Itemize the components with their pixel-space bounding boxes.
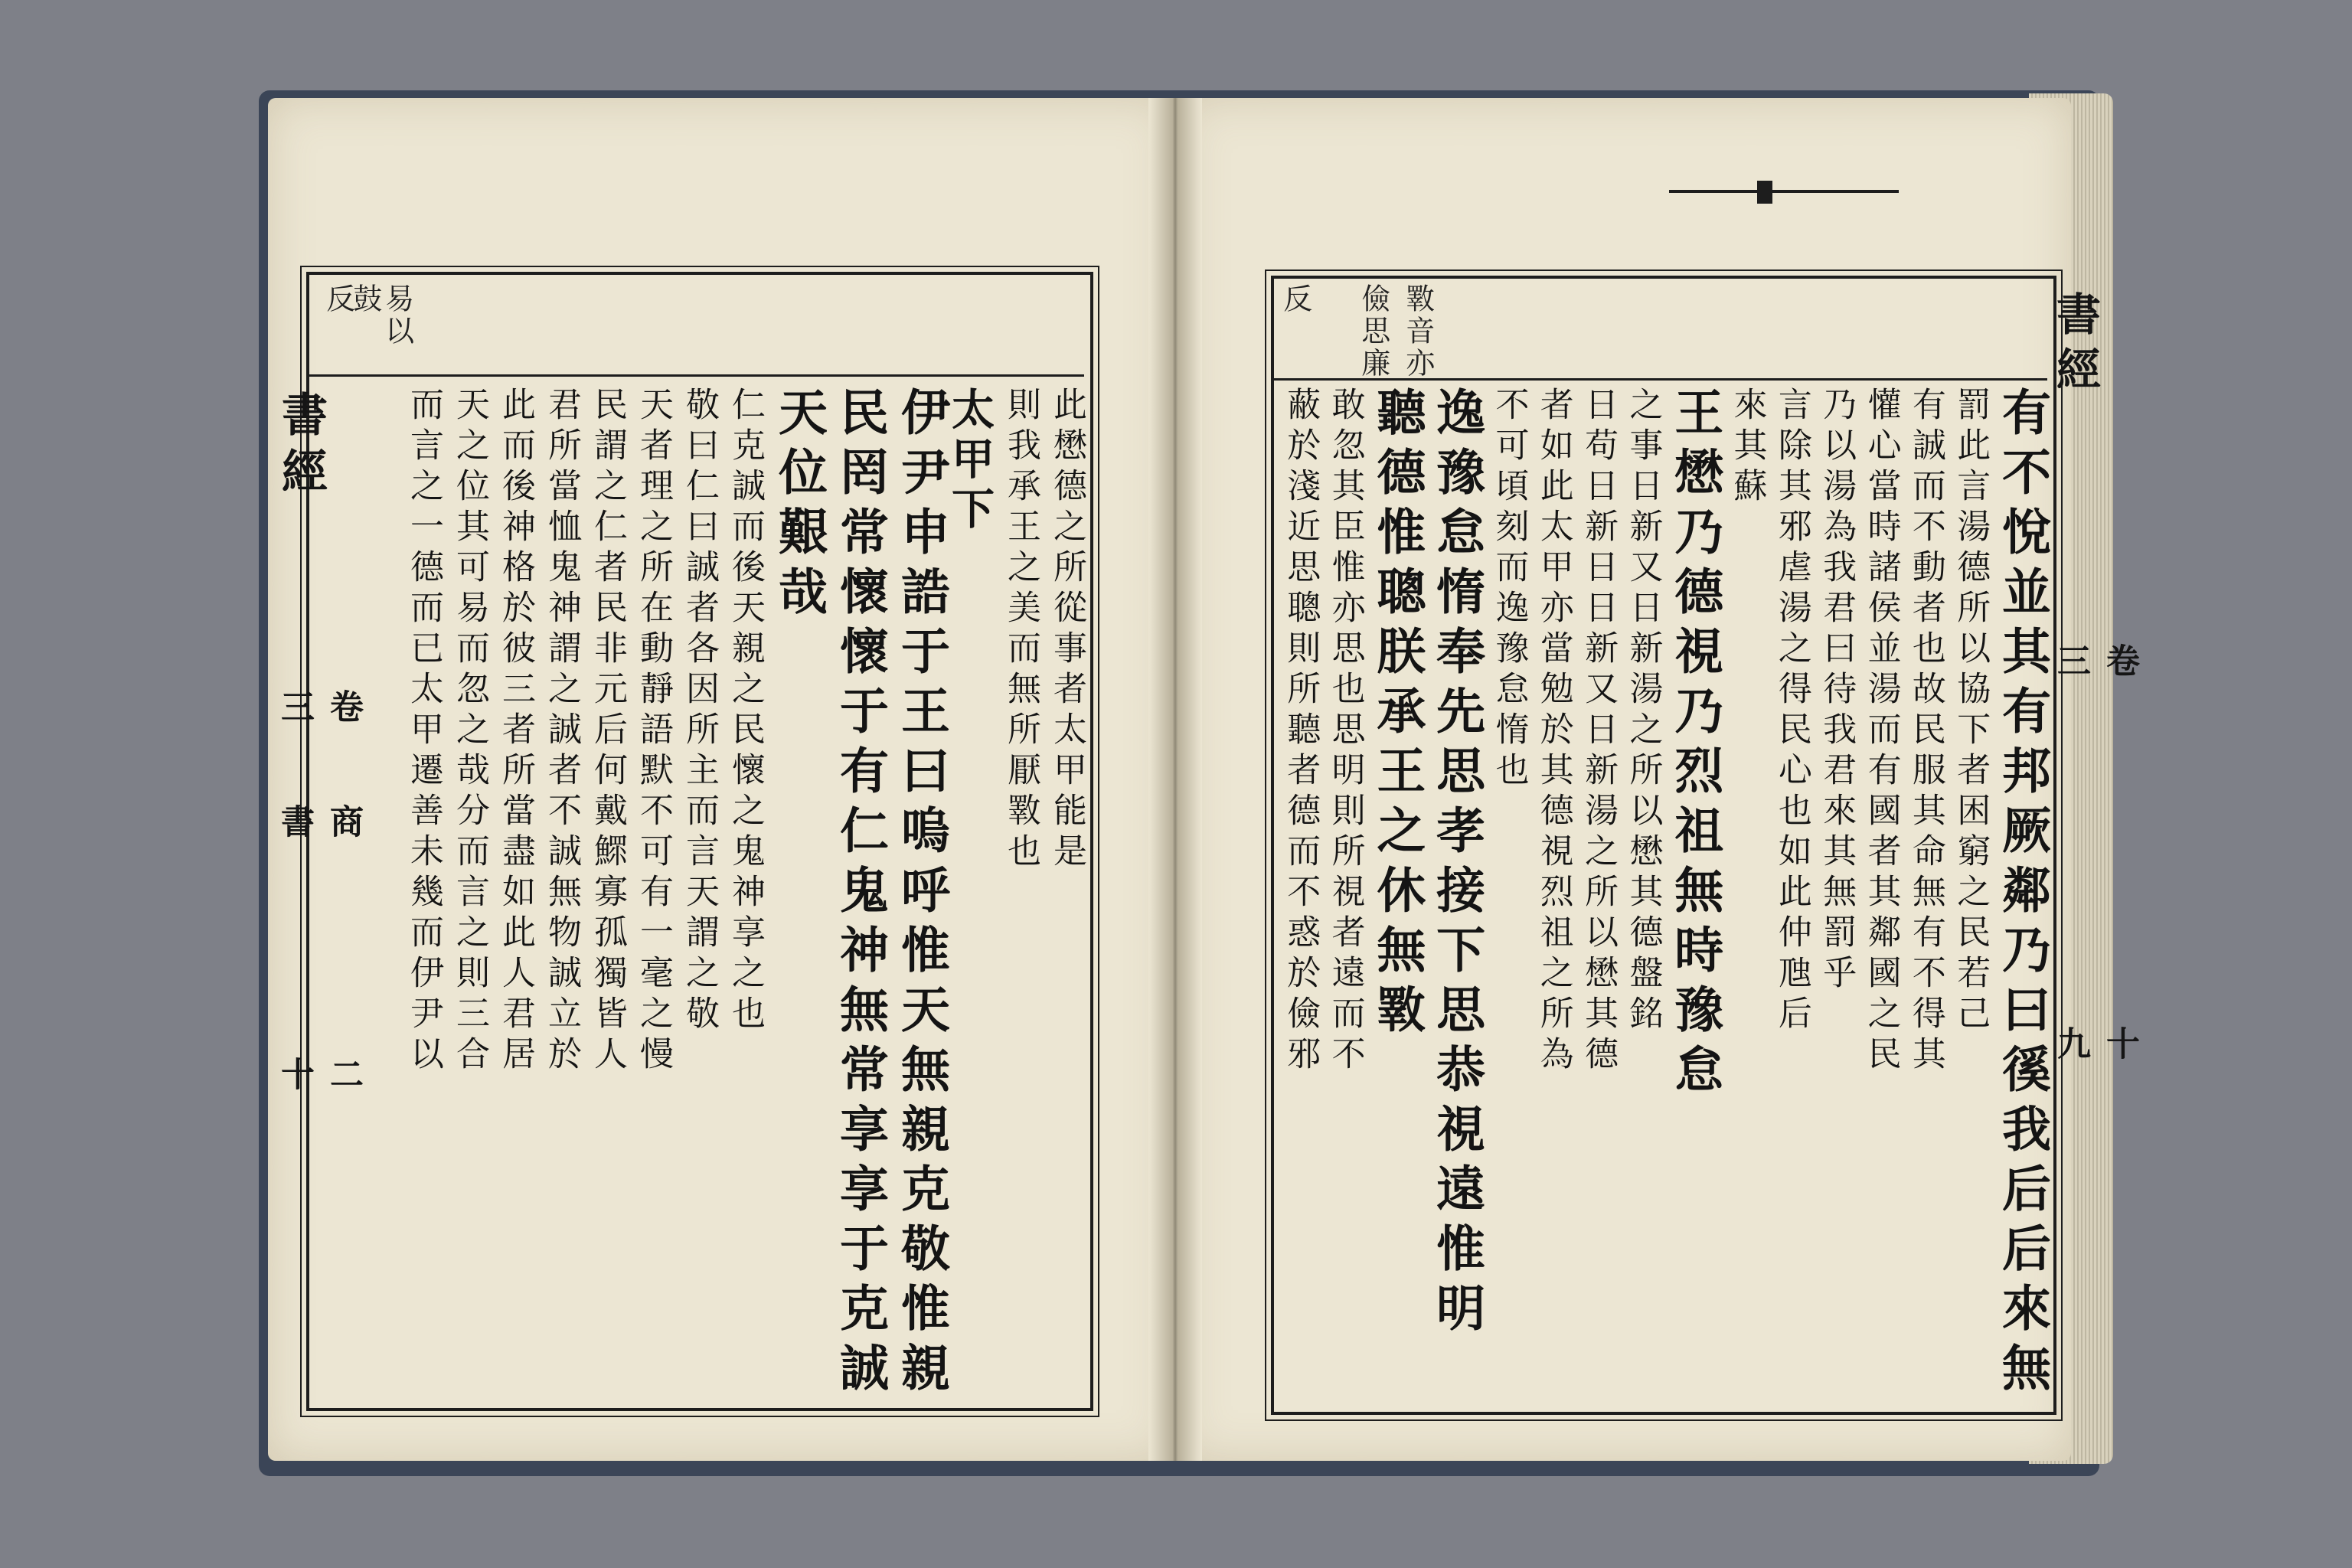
fish-tail-mark <box>1669 190 1899 193</box>
fish-tail-mark-center <box>1757 181 1772 204</box>
right-text-column: 之事日新又日新湯之所以懋其德盤銘 <box>1623 387 1663 1036</box>
left-margin-folio: 二十 <box>275 1057 363 1101</box>
left-text-column: 而言之一德而已太甲遷善未幾而伊尹以 <box>404 387 443 1076</box>
left-text-column: 伊尹申誥于王曰嗚呼惟天無親克敬惟親 <box>893 387 950 1402</box>
right-text-column: 王懋乃德視乃烈祖無時豫怠 <box>1666 387 1724 1103</box>
left-header-note-1: 易以鼓 <box>348 283 414 348</box>
right-margin-folio: 十九 <box>2051 1026 2139 1070</box>
right-text-column: 有不悅並其有邦厥鄰乃曰徯我后后來無 <box>1994 387 2051 1402</box>
left-text-column: 天之位其可易而忽之哉分而言之則三合 <box>450 387 489 1076</box>
left-text-column: 則我承王之美而無所厭斁也 <box>1001 387 1040 874</box>
right-text-column: 有誠而不動者也故民服其命無有不得其 <box>1906 387 1945 1076</box>
right-text-column: 罰此言湯德所以協下者困窮之民若己 <box>1951 387 1991 1036</box>
left-margin-title: 書經 <box>274 390 328 504</box>
right-header-note-1: 斁音亦 <box>1400 283 1435 380</box>
left-text-column: 此而後神格於彼三者所當盡如此人君居 <box>496 387 535 1076</box>
left-text-column: 君所當恤鬼神謂之誠者不誠無物誠立於 <box>542 387 581 1076</box>
right-header-note-3: 反 <box>1278 283 1312 315</box>
left-header-band <box>309 275 1084 377</box>
right-text-column: 不可頃刻而逸豫怠惰也 <box>1489 387 1529 792</box>
left-header-note-2: 反 <box>321 283 355 315</box>
right-header-note-2: 儉思廉 <box>1356 283 1390 380</box>
right-margin-title: 書經 <box>2049 291 2101 401</box>
left-text-column: 仁克誠而後天親之民懷之鬼神享之也 <box>726 387 765 1036</box>
right-text-column: 日苟日新日日新又日新湯之所以懋其德 <box>1579 387 1619 1076</box>
right-text-columns <box>1277 387 2051 1402</box>
right-text-column: 來其蘇 <box>1727 387 1767 508</box>
right-margin-volume: 卷三 <box>2051 643 2139 688</box>
right-text-column: 者如此太甲亦當勉於其德視烈祖之所為 <box>1534 387 1573 1076</box>
right-text-column: 蔽於淺近思聰則所聽者德而不惑於儉邪 <box>1281 387 1321 1076</box>
left-text-column: 天者理之所在動靜語默不可有一毫之慢 <box>634 387 673 1076</box>
book-gutter <box>1148 98 1202 1461</box>
right-text-column: 乃以湯為我君曰待我君來其無罰乎 <box>1817 387 1857 995</box>
right-text-column: 言除其邪虐湯之得民心也如此仲虺后 <box>1772 387 1811 1036</box>
left-text-column: 天位艱哉 <box>770 387 828 626</box>
left-text-columns <box>314 387 1086 1402</box>
left-text-column: 民罔常懷懷于有仁鬼神無常享享于克誠 <box>831 387 889 1402</box>
left-margin-section: 商書 <box>275 804 363 848</box>
left-text-column: 此懋德之所從事者太甲能是 <box>1047 387 1086 874</box>
right-text-column: 逸豫怠惰奉先思孝接下思恭視遠惟明 <box>1428 387 1486 1342</box>
left-text-column: 太甲下 <box>945 387 995 536</box>
left-text-column: 民謂之仁者民非元后何戴鰥寡孤獨皆人 <box>588 387 627 1076</box>
right-text-column: 懽心當時諸侯並湯而有國者其鄰國之民 <box>1861 387 1901 1076</box>
left-text-column: 敬曰仁曰誠者各因所主而言天謂之敬 <box>680 387 719 1036</box>
right-text-column: 聽德惟聰朕承王之休無斁 <box>1368 387 1426 1044</box>
left-margin-volume: 卷三 <box>275 689 363 733</box>
right-text-column: 敢忽其臣惟亦思也思明則所視者遠而不 <box>1325 387 1365 1076</box>
